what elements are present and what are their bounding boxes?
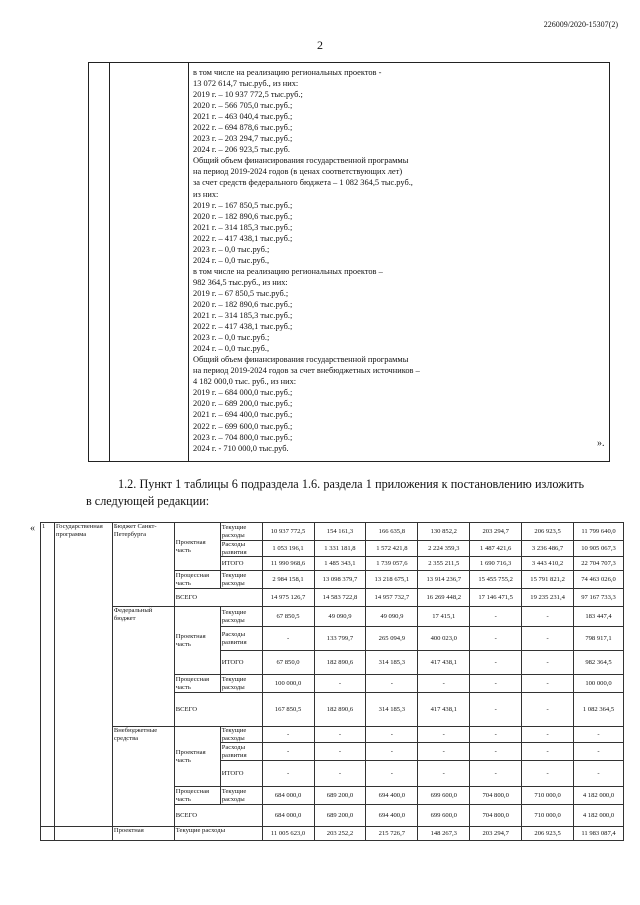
value-cell: -	[314, 761, 366, 787]
value-cell: 15 455 755,2	[470, 571, 522, 589]
value-cell: 100 000,0	[574, 675, 624, 693]
part-label: Проектная часть	[174, 727, 220, 787]
financing-text-cell	[189, 63, 610, 462]
value-cell: 1 739 057,6	[366, 557, 418, 571]
amendment-paragraph: 1.2. Пункт 1 таблицы 6 подраздела 1.6. раздела 1 приложения к постановлению изложить в следующей редакции:	[86, 477, 584, 508]
value-cell: -	[418, 675, 470, 693]
value-cell: 314 185,3	[366, 651, 418, 675]
value-cell: -	[470, 727, 522, 743]
value-cell: 3 236 486,7	[522, 541, 574, 557]
expense-label: Текущие расходы	[220, 675, 262, 693]
value-cell: 704 800,0	[470, 805, 522, 827]
value-cell: 4 182 000,0	[574, 787, 624, 805]
financing-line: Общий объем финансирования государственной программы	[193, 355, 409, 365]
financing-line: 982 364,5 тыс.руб., из них:	[193, 277, 288, 287]
part-label: Процессная часть	[174, 571, 220, 589]
value-cell: -	[418, 743, 470, 761]
financing-line: 2022 г. – 417 438,1 тыс.руб.;	[193, 233, 293, 243]
value-cell: -	[470, 627, 522, 651]
financing-line: 2020 г. – 182 890,6 тыс.руб.;	[193, 211, 293, 221]
financing-line: Общий объем финансирования государственной программы	[193, 156, 409, 166]
value-cell: 130 852,2	[418, 523, 470, 541]
financing-line: 2024 г. – 0,0 тыс.руб.,	[193, 344, 270, 354]
value-cell: -	[470, 693, 522, 727]
financing-line: 2023 г. – 0,0 тыс.руб.;	[193, 244, 270, 254]
value-cell: 1 053 196,1	[262, 541, 314, 557]
part-label: Проектная часть	[174, 523, 220, 571]
value-cell: 704 800,0	[470, 787, 522, 805]
value-cell: 684 000,0	[262, 787, 314, 805]
value-cell: -	[262, 627, 314, 651]
financing-line: 2022 г. – 699 600,0 тыс.руб.;	[193, 421, 293, 431]
value-cell: 417 438,1	[418, 651, 470, 675]
financing-line: 2020 г. – 689 200,0 тыс.руб.;	[193, 399, 293, 409]
value-cell: -	[418, 727, 470, 743]
value-cell: 148 267,3	[418, 827, 470, 841]
value-cell: -	[522, 675, 574, 693]
value-cell: 710 000,0	[522, 805, 574, 827]
value-cell: -	[522, 693, 574, 727]
value-cell: 689 200,0	[314, 805, 366, 827]
value-cell: 67 850,5	[262, 607, 314, 627]
value-cell: -	[262, 743, 314, 761]
value-cell: -	[314, 675, 366, 693]
passport-col-num	[89, 63, 110, 462]
value-cell: 49 090,9	[314, 607, 366, 627]
value-cell: -	[522, 743, 574, 761]
page-number: 2	[317, 38, 323, 52]
value-cell: -	[470, 761, 522, 787]
source-name: Бюджет Санкт-Петербурга	[112, 523, 174, 607]
total-label: ВСЕГО	[174, 805, 262, 827]
financing-line: 2023 г. – 704 800,0 тыс.руб.;	[193, 432, 293, 442]
value-cell: -	[366, 727, 418, 743]
financing-line: 2024 г. - 710 000,0 тыс.руб.	[193, 443, 289, 453]
financing-line: 4 182 000,0 тыс. руб., из них:	[193, 377, 297, 387]
value-cell: 699 600,0	[418, 805, 470, 827]
total-label: ВСЕГО	[174, 693, 262, 727]
value-cell: 265 094,9	[366, 627, 418, 651]
financing-line: 2021 г. – 314 185,3 тыс.руб.;	[193, 222, 293, 232]
expense-label: Текущие расходы	[220, 787, 262, 805]
expense-label: Текущие расходы	[220, 571, 262, 589]
value-cell: -	[366, 675, 418, 693]
expense-label: Расходы развития	[220, 541, 262, 557]
financing-line: 2019 г. – 10 937 772,5 тыс.руб.;	[193, 90, 303, 100]
value-cell: 1 690 716,3	[470, 557, 522, 571]
financing-line: за счет средств федерального бюджета – 1 082 364,5 тыс.руб.,	[193, 178, 413, 188]
value-cell: 694 400,0	[366, 787, 418, 805]
value-cell: 13 218 675,1	[366, 571, 418, 589]
source-name: Федеральный бюджет	[112, 607, 174, 727]
value-cell: 133 799,7	[314, 627, 366, 651]
financing-line: 2021 г. – 694 400,0 тыс.руб.;	[193, 410, 293, 420]
value-cell: 203 252,2	[314, 827, 366, 841]
value-cell: 16 269 448,2	[418, 589, 470, 607]
value-cell: -	[522, 727, 574, 743]
value-cell: -	[470, 675, 522, 693]
part-label: Процессная часть	[174, 787, 220, 805]
expense-label: ИТОГО	[220, 557, 262, 571]
financing-table	[40, 522, 624, 841]
value-cell: -	[470, 607, 522, 627]
financing-line: 2021 г. – 314 185,3 тыс.руб.;	[193, 311, 293, 321]
value-cell: 3 443 410,2	[522, 557, 574, 571]
financing-line: в том числе на реализацию региональных проектов -	[193, 68, 382, 77]
financing-line: из них:	[193, 189, 219, 199]
value-cell: -	[522, 761, 574, 787]
value-cell: 13 098 379,7	[314, 571, 366, 589]
financing-line: на период 2019-2024 годов за счет внебюджетных источников –	[193, 366, 420, 376]
expense-label: Текущие расходы	[220, 727, 262, 743]
value-cell: 74 463 026,0	[574, 571, 624, 589]
expense-label: Текущие расходы	[220, 607, 262, 627]
value-cell: 17 415,1	[418, 607, 470, 627]
value-cell: 215 726,7	[366, 827, 418, 841]
value-cell: 14 583 722,8	[314, 589, 366, 607]
value-cell: 22 704 707,3	[574, 557, 624, 571]
value-cell: 4 182 000,0	[574, 805, 624, 827]
financing-line: 2022 г. – 694 878,6 тыс.руб.;	[193, 123, 293, 133]
value-cell: 206 923,5	[522, 523, 574, 541]
value-cell: 166 635,8	[366, 523, 418, 541]
financing-line: на период 2019-2024 годов (в ценах соответствующих лет)	[193, 167, 403, 177]
value-cell: 14 975 126,7	[262, 589, 314, 607]
expense-label: Текущие расходы	[174, 827, 262, 841]
value-cell: 417 438,1	[418, 693, 470, 727]
value-cell: 154 161,3	[314, 523, 366, 541]
value-cell: 67 850,0	[262, 651, 314, 675]
value-cell: 982 364,5	[574, 651, 624, 675]
empty-cell	[54, 827, 112, 841]
value-cell: -	[574, 743, 624, 761]
passport-table-fragment	[88, 62, 610, 462]
expense-label: ИТОГО	[220, 651, 262, 675]
total-label: ВСЕГО	[174, 589, 262, 607]
value-cell: 182 890,6	[314, 693, 366, 727]
value-cell: -	[574, 727, 624, 743]
value-cell: -	[470, 651, 522, 675]
value-cell: -	[522, 627, 574, 651]
value-cell: -	[470, 743, 522, 761]
expense-label: ИТОГО	[220, 761, 262, 787]
closing-quote: ».	[597, 438, 605, 449]
value-cell: 49 090,9	[366, 607, 418, 627]
value-cell: 13 914 236,7	[418, 571, 470, 589]
value-cell: 97 167 733,3	[574, 589, 624, 607]
value-cell: -	[522, 651, 574, 675]
source-name: Внебюджетные средства	[112, 727, 174, 827]
value-cell: 694 400,0	[366, 805, 418, 827]
value-cell: 11 983 087,4	[574, 827, 624, 841]
financing-line: 2020 г. – 182 890,6 тыс.руб.;	[193, 299, 293, 309]
value-cell: -	[314, 727, 366, 743]
value-cell: -	[314, 743, 366, 761]
value-cell: 19 235 231,4	[522, 589, 574, 607]
part-label: Проектная часть	[174, 607, 220, 675]
program-name: Государственная программа	[54, 523, 112, 827]
value-cell: -	[366, 743, 418, 761]
value-cell: 203 294,7	[470, 827, 522, 841]
value-cell: 11 799 640,0	[574, 523, 624, 541]
financing-line: 2024 г. – 206 923,5 тыс.руб.	[193, 145, 291, 155]
financing-line: 2019 г. – 167 850,5 тыс.руб.;	[193, 200, 293, 210]
value-cell: 11 990 968,6	[262, 557, 314, 571]
financing-line: 2024 г. – 0,0 тыс.руб.,	[193, 255, 270, 265]
value-cell: 1 331 181,8	[314, 541, 366, 557]
financing-line: 2021 г. – 463 040,4 тыс.руб.;	[193, 112, 293, 122]
value-cell: 1 572 421,8	[366, 541, 418, 557]
financing-line: в том числе на реализацию региональных проектов –	[193, 266, 383, 276]
value-cell: 2 224 359,3	[418, 541, 470, 557]
value-cell: 2 984 158,1	[262, 571, 314, 589]
value-cell: 183 447,4	[574, 607, 624, 627]
passport-col-name	[110, 63, 189, 462]
financing-line: 2023 г. – 203 294,7 тыс.руб.;	[193, 134, 293, 144]
part-label: Проектная	[112, 827, 174, 841]
value-cell: 100 000,0	[262, 675, 314, 693]
financing-line: 2022 г. – 417 438,1 тыс.руб.;	[193, 322, 293, 332]
value-cell: -	[418, 761, 470, 787]
value-cell: 710 000,0	[522, 787, 574, 805]
value-cell: -	[262, 727, 314, 743]
expense-label: Текущие расходы	[220, 523, 262, 541]
value-cell: 15 791 821,2	[522, 571, 574, 589]
part-label: Процессная часть	[174, 675, 220, 693]
financing-line: 2019 г. – 67 850,5 тыс.руб.;	[193, 288, 289, 298]
value-cell: 798 917,1	[574, 627, 624, 651]
opening-quote: «	[30, 523, 35, 534]
value-cell: 400 023,0	[418, 627, 470, 651]
value-cell: 2 355 211,5	[418, 557, 470, 571]
financing-line: 2020 г. – 566 705,0 тыс.руб.;	[193, 101, 293, 111]
value-cell: -	[522, 607, 574, 627]
value-cell: -	[366, 761, 418, 787]
financing-line: 2019 г. – 684 000,0 тыс.руб.;	[193, 388, 293, 398]
value-cell: 314 185,3	[366, 693, 418, 727]
value-cell: 1 485 343,1	[314, 557, 366, 571]
value-cell: 167 850,5	[262, 693, 314, 727]
value-cell: -	[262, 761, 314, 787]
value-cell: 206 923,5	[522, 827, 574, 841]
expense-label: Расходы развития	[220, 743, 262, 761]
value-cell: 699 600,0	[418, 787, 470, 805]
value-cell: 10 937 772,5	[262, 523, 314, 541]
empty-cell	[41, 827, 55, 841]
financing-line: 2023 г. – 0,0 тыс.руб.;	[193, 333, 270, 343]
document-number: 226009/2020-15307(2)	[543, 20, 618, 29]
value-cell: 17 146 471,5	[470, 589, 522, 607]
row-number: 1	[41, 523, 55, 827]
financing-line: 13 072 614,7 тыс.руб., из них:	[193, 79, 299, 89]
value-cell: 203 294,7	[470, 523, 522, 541]
value-cell: 1 487 421,6	[470, 541, 522, 557]
value-cell: 14 957 732,7	[366, 589, 418, 607]
value-cell: 182 890,6	[314, 651, 366, 675]
value-cell: -	[574, 761, 624, 787]
value-cell: 689 200,0	[314, 787, 366, 805]
expense-label: Расходы развития	[220, 627, 262, 651]
value-cell: 10 905 067,3	[574, 541, 624, 557]
value-cell: 11 005 623,0	[262, 827, 314, 841]
value-cell: 1 082 364,5	[574, 693, 624, 727]
value-cell: 684 000,0	[262, 805, 314, 827]
